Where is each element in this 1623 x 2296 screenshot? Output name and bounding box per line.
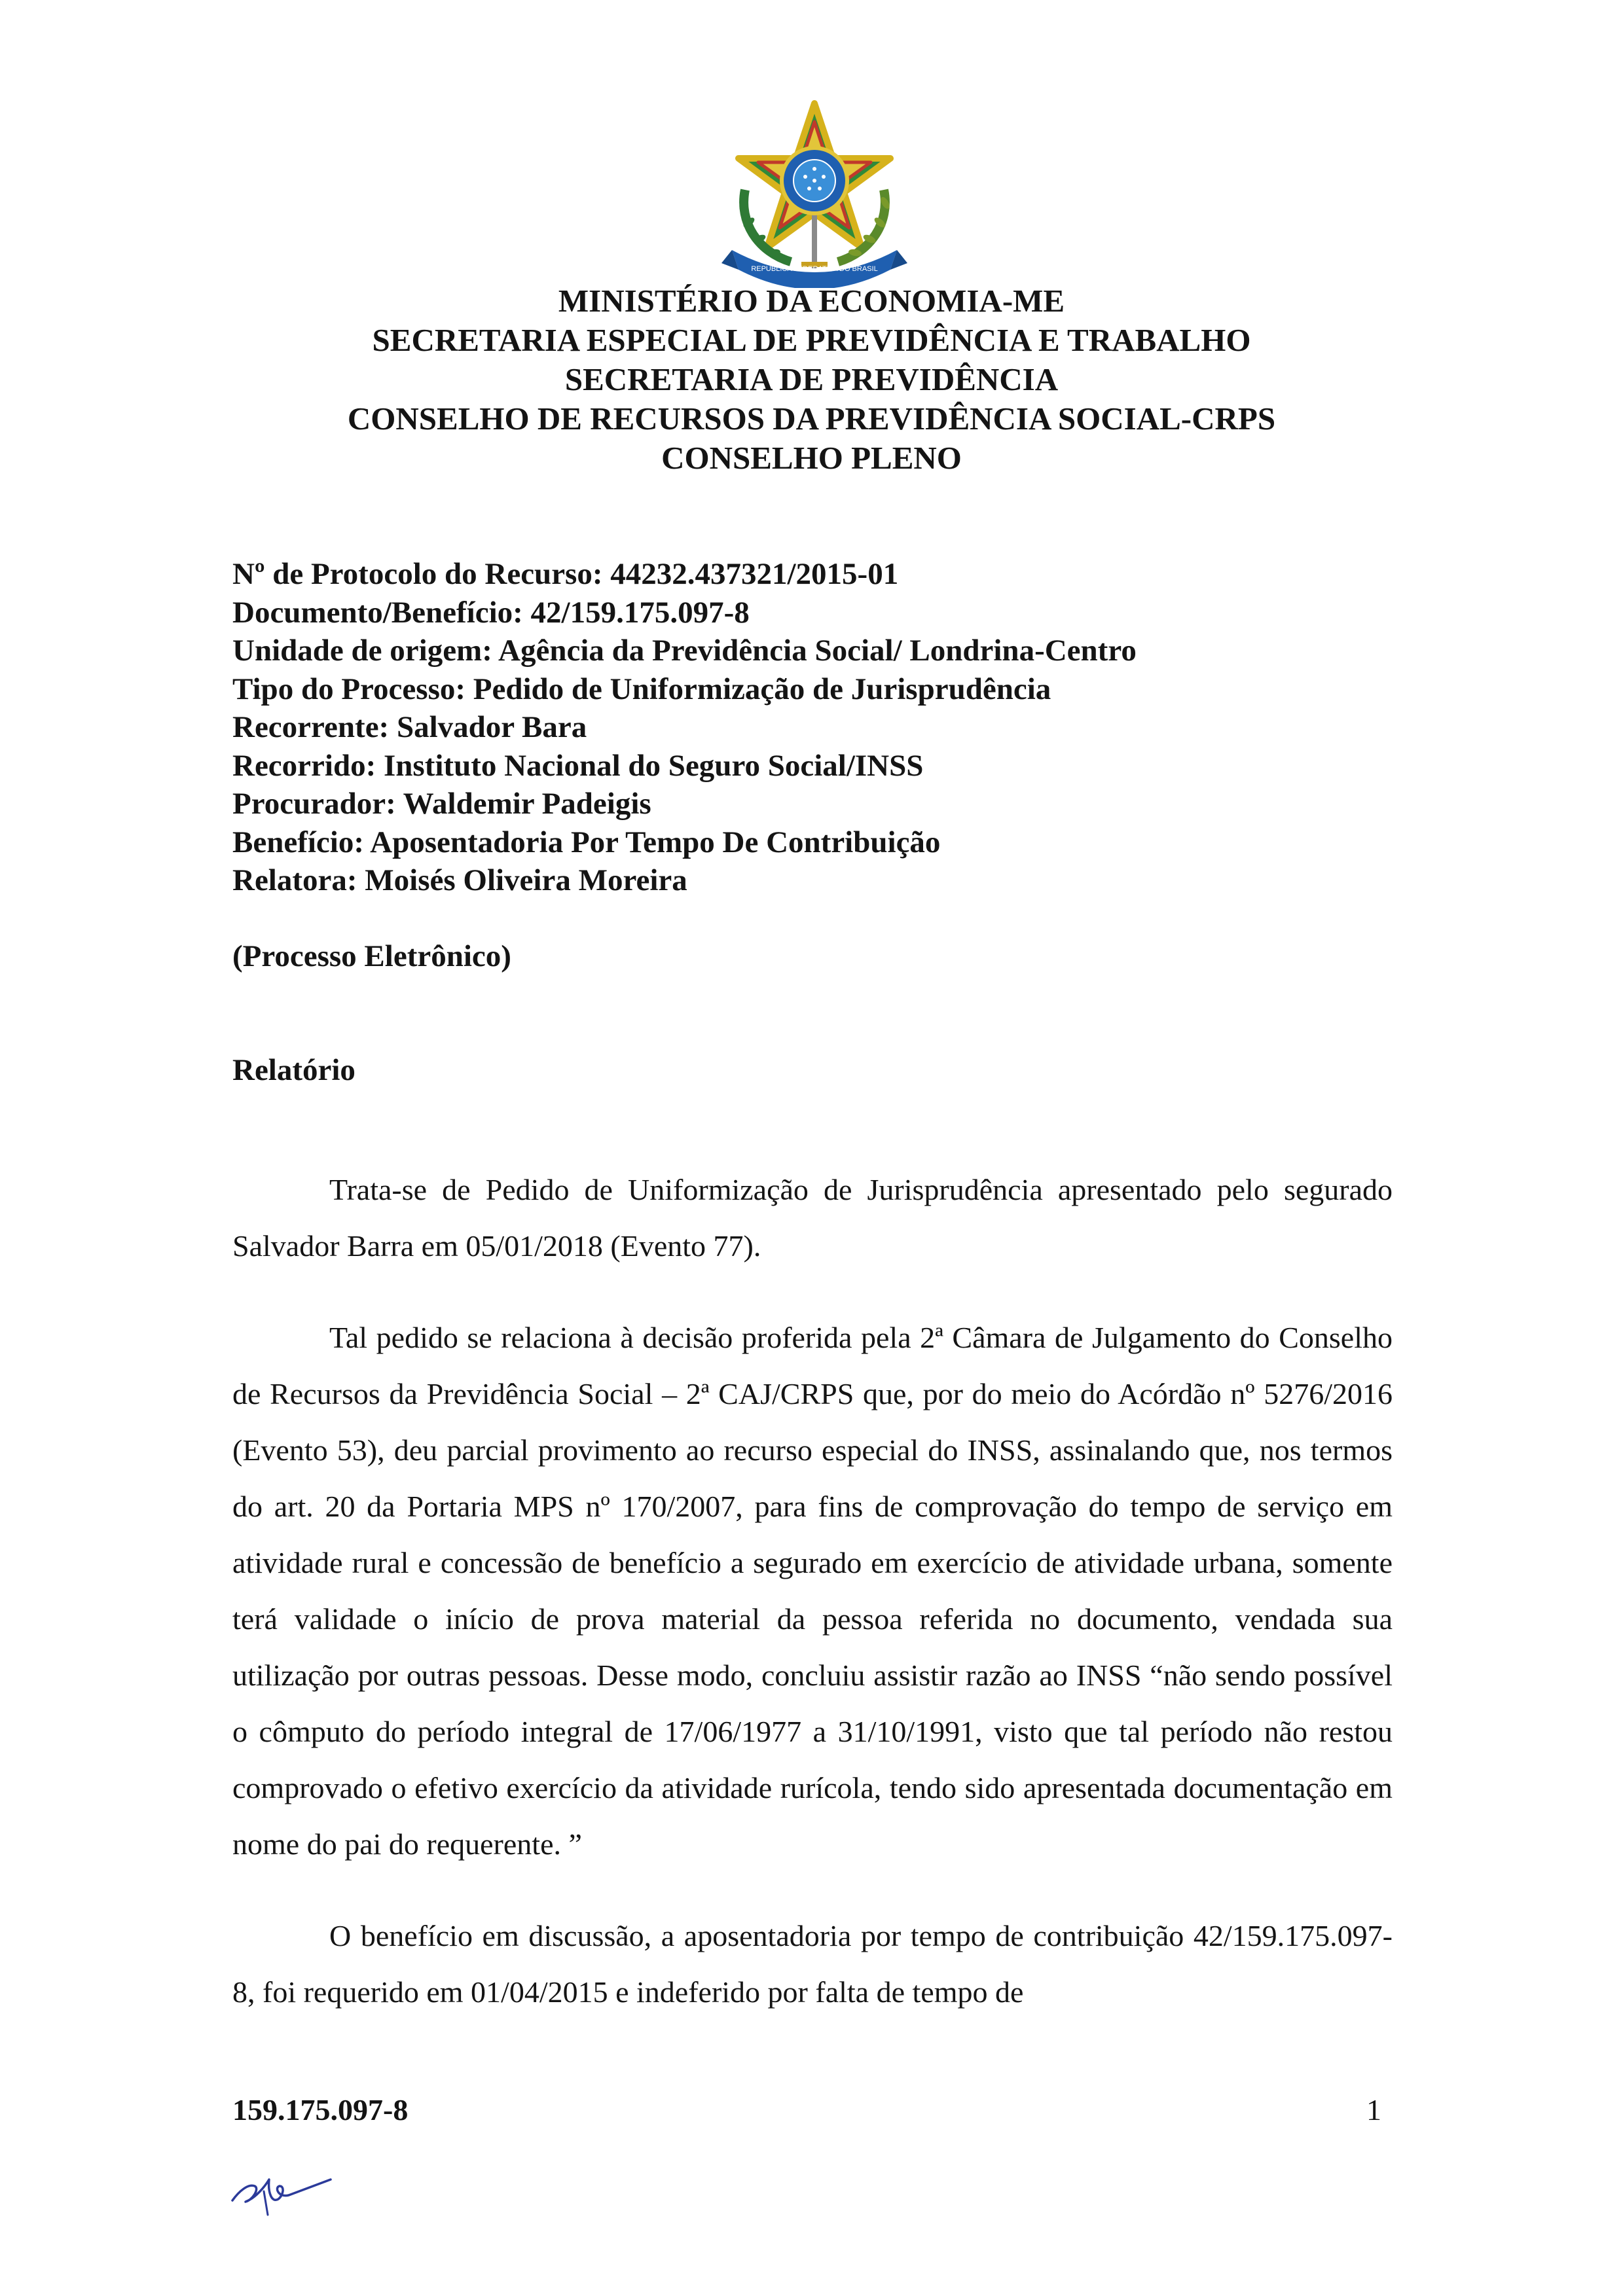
document-header	[0, 281, 1623, 478]
secretariat-title: SECRETARIA DE PREVIDÊNCIA	[564, 361, 1059, 397]
paragraph-1: Trata-se de Pedido de Uniformização de Jurisprudência apresentado pelo segurado Salvador Barra em 05/01/2018 (Evento 77).	[232, 1173, 1393, 1263]
document-benefit: Documento/Benefício: 42/159.175.097-8	[232, 595, 750, 630]
origin-unit: Unidade de origem: Agência da Previdência Social/ Londrina-Centro	[232, 634, 1137, 668]
footer-benefit-code: 159.175.097-8	[232, 2093, 409, 2126]
process-type: Tipo do Processo: Pedido de Uniformização de Jurisprudência	[232, 672, 1051, 706]
protocol-number: Nº de Protocolo do Recurso: 44232.437321/2015-01	[232, 557, 899, 591]
electronic-process-note: (Processo Eletrônico)	[232, 939, 511, 973]
handwritten-initials-icon	[226, 2160, 337, 2219]
paragraph-2: Tal pedido se relaciona à decisão proferida pela 2ª Câmara de Julgamento do Conselho de Recursos da Previdência Social – 2ª CAJ/CRPS que, por do meio do Acórdão nº 5276/2016 (Evento 53), deu parcial provimento ao recurso especial do INSS, assinalando que, nos termos do art. 20 da Portaria MPS nº 170/2007, para fins de comprovação do tempo de serviço em atividade rural e concessão de benefício a segurado em exercício de atividade urbana, somente terá validade o início de prova material da pessoa referida no documento, vendada sua utilização por outras pessoas. Desse modo, concluiu assistir razão ao INSS “não sendo possível o cômputo do período integral de 17/06/1977 a 31/10/1991, visto que tal período não restou comprovado o efetivo exercício da atividade rurícola, tendo sido apresentada documentação em nome do pai do requerente. ”	[232, 1321, 1393, 1861]
council-title: CONSELHO DE RECURSOS DA PREVIDÊNCIA SOCIAL-CRPS	[347, 401, 1276, 437]
ministry-title: MINISTÉRIO DA ECONOMIA-ME	[558, 283, 1065, 319]
respondent: Recorrido: Instituto Nacional do Seguro Social/INSS	[232, 748, 924, 783]
brazil-coat-of-arms-icon	[719, 98, 910, 288]
page-number: 1	[1366, 2093, 1381, 2126]
attorney: Procurador: Waldemir Padeigis	[232, 787, 651, 821]
case-metadata	[232, 555, 1476, 900]
plenary-title: CONSELHO PLENO	[661, 440, 962, 476]
rapporteur: Relatora: Moisés Oliveira Moreira	[232, 863, 687, 897]
benefit-type: Benefício: Aposentadoria Por Tempo De Contribuição	[232, 825, 941, 859]
report-body	[232, 1162, 1393, 2056]
paragraph-3: O benefício em discussão, a aposentadoria por tempo de contribuição 42/159.175.097-8, foi requerido em 01/04/2015 e indeferido por falta de tempo de	[232, 1919, 1393, 2009]
svg-text:REPUBLICA FEDERATIVA DO BRASIL: REPUBLICA FEDERATIVA DO BRASIL	[751, 265, 878, 273]
special-secretariat-title: SECRETARIA ESPECIAL DE PREVIDÊNCIA E TRABALHO	[372, 322, 1251, 358]
appellant: Recorrente: Salvador Bara	[232, 710, 587, 744]
report-heading: Relatório	[232, 1053, 356, 1087]
